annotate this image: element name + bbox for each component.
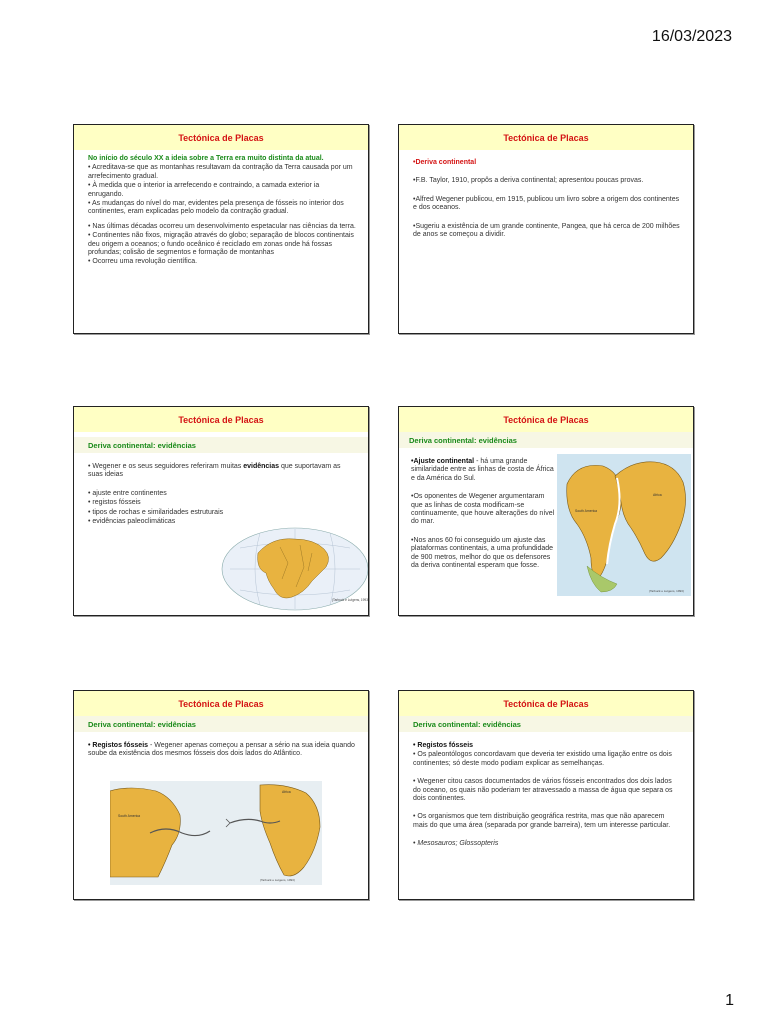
slide-5[interactable] (73, 690, 369, 900)
slide-1[interactable] (73, 124, 369, 334)
slide-title: Tectónica de Placas (399, 125, 693, 150)
svg-text:(Tarbuck e Lutgens, 1993): (Tarbuck e Lutgens, 1993) (260, 878, 295, 882)
paragraph: •Sugeriu a existência de um grande continente, Pangea, que há cerca de 200 milhões de anos se começou a dividir. (413, 222, 680, 239)
paragraph: •Os oponentes de Wegener argumentaram que as linhas de costa modificam-se continuamente, que houve alterações do nível do mar. (411, 493, 555, 526)
bullet: • À medida que o interior ia arrefecendo e contraindo, a camada exterior ia enrugando. (88, 182, 320, 198)
page-date: 16/03/2023 (651, 28, 732, 45)
svg-text:South America: South America (575, 509, 598, 513)
bullet: • tipos de rochas e similaridades estruturais (88, 508, 224, 516)
bullet: • ajuste entre continentes (88, 489, 167, 497)
svg-text:(Tarbuck e Lutgens, 1993): (Tarbuck e Lutgens, 1993) (332, 598, 370, 602)
slide-heading: •Deriva continental (413, 159, 477, 166)
bullet: • As mudanças do nível do mar, evidentes pela presença de fósseis no interior dos continentes, eram explicadas pelo modelo da contração gradual. (88, 200, 344, 216)
paragraph: • Registos fósseis - Wegener apenas começou a pensar a sério na sua ideia quando soube da existência dos mesmos fósseis dos dois lados do Atlântico. (88, 742, 355, 758)
bullet: • Nas últimas décadas ocorreu um desenvolvimento espetacular nas ciências da terra. (88, 222, 356, 230)
continental-fit-map (557, 454, 691, 596)
svg-text:South America: South America (118, 814, 141, 818)
slide-intro: No início do século XX a ideia sobre a Terra era muito distinta da atual. (88, 155, 324, 162)
slide-title: Tectónica de Placas (74, 125, 368, 150)
paragraph: • Registos fósseis (413, 742, 474, 749)
slide-title: Tectónica de Placas (74, 407, 368, 432)
bullet: • Acreditava-se que as montanhas resultavam da contração da Terra causada por um arrefecimento gradual. (88, 164, 353, 180)
paragraph: •Alfred Wegener publicou, em 1915, publicou um livro sobre a origem dos continentes e dos oceanos. (413, 195, 680, 212)
slide-title: Tectónica de Placas (399, 407, 693, 432)
bullet: • evidências paleoclimáticas (88, 518, 176, 526)
paragraph: • Os organismos que tem distribuição geográfica restrita, mas que não aparecem mais do que uma área (separada por grande barreira), tem um interesse particular. (413, 813, 671, 829)
svg-text:Africa: Africa (282, 790, 291, 794)
bullet: • registos fósseis (88, 499, 141, 507)
bullet: • Continentes não fixos, migração através do globo; separação de blocos continentais deu origem a oceanos; o fundo oceânico é reciclado em zonas onde há fossas profundas; colisão de segmentos e formação de montanhas (88, 232, 354, 257)
svg-text:Africa: Africa (653, 493, 662, 497)
slide-title: Tectónica de Placas (399, 691, 693, 716)
paragraph: •Nos anos 60 foi conseguido um ajuste das plataformas continentais, a uma profundidade de 900 metros, melhor do que os defensores da deriva continental esperam que fosse. (411, 536, 554, 570)
paragraph: • Os paleontólogos concordavam que deveria ter existido uma ligação entre os dois continentes; só deste modo podiam explicar as semelhanças. (413, 751, 672, 767)
slide-4[interactable] (398, 406, 694, 616)
paragraph: • Mesosauros; Glossopteris (413, 840, 499, 848)
slide-title: Tectónica de Placas (74, 691, 368, 716)
slide-2[interactable] (398, 124, 694, 334)
slide-intro: • Wegener e os seus seguidores referiram muitas evidências que suportavam as suas ideias (88, 463, 341, 479)
paragraph: •Ajuste continental - há uma grande similaridade entre as linhas de costa de África e da América do Sul. (411, 458, 554, 482)
slide-3[interactable] (73, 406, 369, 616)
fossil-distribution-map (110, 781, 322, 885)
svg-text:(Tarbuck e Lutgens, 1993): (Tarbuck e Lutgens, 1993) (649, 589, 684, 593)
slide-subtitle: Deriva continental: evidências (74, 716, 368, 732)
paragraph: •F.B. Taylor, 1910, propôs a deriva continental; apresentou poucas provas. (413, 177, 644, 185)
pangaea-globe-map (220, 523, 369, 613)
slide-subtitle: Deriva continental: evidências (399, 432, 693, 448)
paragraph: • Wegener citou casos documentados de vários fósseis encontrados dos dois lados do oceano, os quais não poderiam ter atravessado a massa de água que separa os dois continentes. (413, 778, 673, 803)
slide-subtitle: Deriva continental: evidências (74, 437, 368, 453)
bullet: • Ocorreu uma revolução científica. (88, 258, 198, 266)
slide-subtitle: Deriva continental: evidências (399, 716, 693, 732)
page-number: 1 (725, 992, 734, 1009)
slide-6[interactable] (398, 690, 694, 900)
